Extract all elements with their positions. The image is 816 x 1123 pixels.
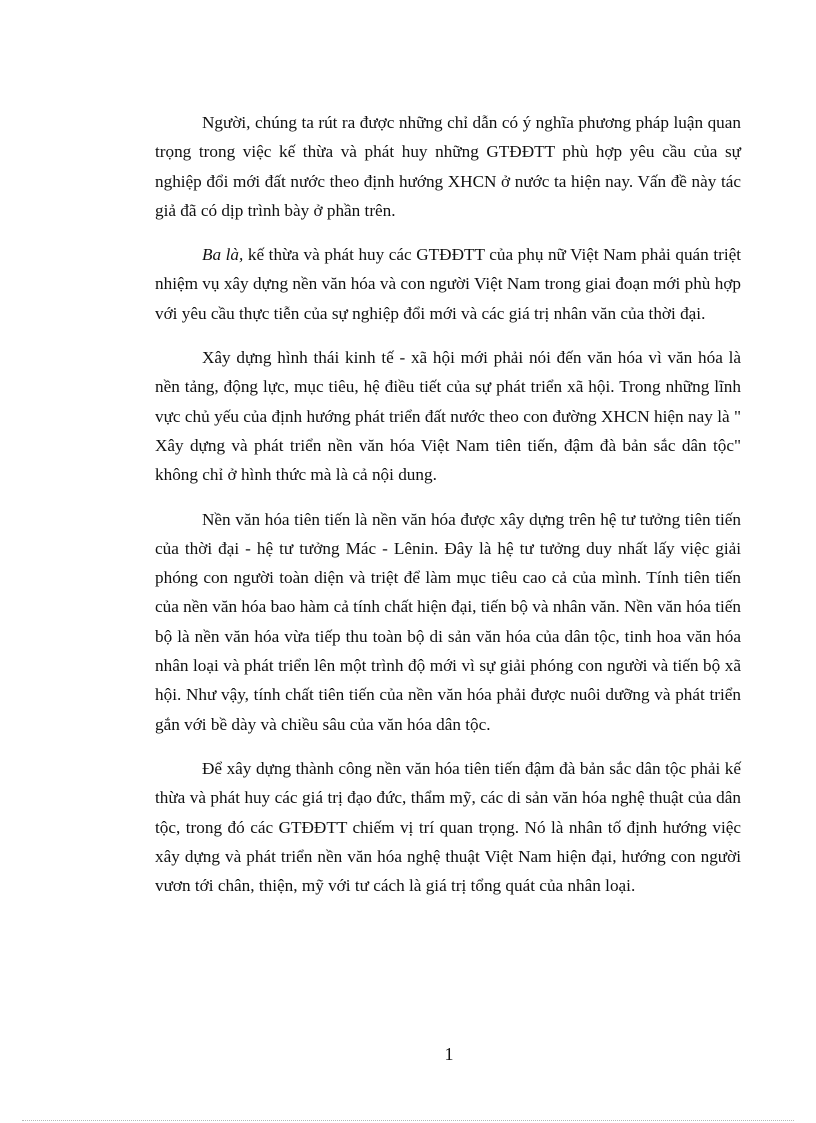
paragraph-5 — [155, 754, 741, 900]
paragraph-1 — [155, 108, 741, 225]
paragraph-2 — [155, 240, 741, 328]
paragraph-5-text: Để xây dựng thành công nền văn hóa tiên tiến đậm đà bản sắc dân tộc phải kế thừa và phát huy các giá trị đạo đức, thẩm mỹ, các di sản văn hóa nghệ thuật của dân tộc, trong đó các GTĐĐTT chiếm vị trí quan trọng. Nó là nhân tố định hướng việc xây dựng và phát triển nền văn hóa nghệ thuật Việt Nam hiện đại, hướng con người vươn tới chân, thiện, mỹ với tư cách là giá trị tổng quát của nhân loại. — [155, 758, 741, 896]
paragraph-4 — [155, 505, 741, 739]
paragraph-4-text: Nền văn hóa tiên tiến là nền văn hóa được xây dựng trên hệ tư tưởng tiên tiến của thời đại - hệ tư tưởng Mác - Lênin. Đây là hệ tư tưởng duy nhất lấy việc giải phóng con người toàn diện và triệt để làm mục tiêu cao cả của mình. Tính tiên tiến của nền văn hóa bao hàm cả tính chất hiện đại, tiến bộ và nhân văn. Nền văn hóa tiến bộ là nền văn hóa vừa tiếp thu toàn bộ di sản văn hóa của dân tộc, tinh hoa văn hóa nhân loại và phát triển lên một trình độ mới vì sự giải phóng con người và tiến bộ xã hội. Như vậy, tính chất tiên tiến của nền văn hóa phải được nuôi dưỡng và phát triển gắn với bề dày và chiều sâu của văn hóa dân tộc. — [155, 509, 741, 734]
page-number: 1 — [444, 1044, 454, 1064]
paragraph-3 — [155, 343, 741, 489]
document-body — [155, 108, 741, 915]
paragraph-1-text: Người, chúng ta rút ra được những chỉ dẫn có ý nghĩa phương pháp luận quan trọng trong việc kế thừa và phát huy những GTĐĐTT phù hợp yêu cầu của sự nghiệp đổi mới đất nước theo định hướng XHCN ở nước ta hiện nay. Vấn đề này tác giả đã có dịp trình bày ở phần trên. — [155, 113, 741, 220]
paragraph-2-lead: Ba là, — [202, 245, 244, 265]
paragraph-2-text: kế thừa và phát huy các GTĐĐTT của phụ nữ Việt Nam phải quán triệt nhiệm vụ xây dựng nền văn hóa và con người Việt Nam trong giai đoạn mới phù hợp với yêu cầu thực tiễn của sự nghiệp đổi mới và các giá trị nhân văn của thời đại. — [155, 245, 741, 323]
page-bottom-border — [22, 1120, 794, 1121]
paragraph-3-text: Xây dựng hình thái kinh tế - xã hội mới phải nói đến văn hóa vì văn hóa là nền tảng, động lực, mục tiêu, hệ điều tiết của sự phát triển xã hội. Trong những lĩnh vực chủ yếu của định hướng phát triển đất nước theo con đường XHCN hiện nay là " Xây dựng và phát triển nền văn hóa Việt Nam tiên tiến, đậm đà bản sắc dân tộc" không chỉ ở hình thức mà là cả nội dung. — [155, 348, 741, 485]
